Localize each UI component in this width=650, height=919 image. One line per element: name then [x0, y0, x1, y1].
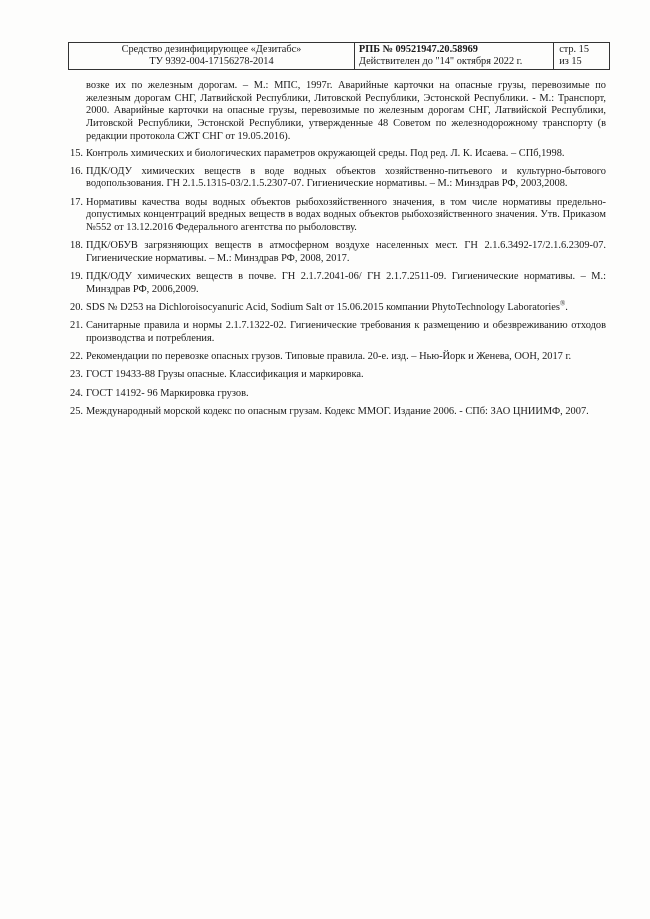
reference-text: ПДК/ОБУВ загрязняющих веществ в атмосферном воздухе населенных мест. ГН 2.1.6.3492-17/2.1.6.2309-07. Гигиенические нормативы. – М.: Минздрав РФ, 2008, 2017. [86, 240, 606, 264]
header-product-name: Средство дезинфицирующее «Дезитабс» [121, 43, 302, 55]
reference-number: 18. [70, 240, 83, 252]
reference-item [70, 271, 606, 296]
registered-mark: ® [559, 299, 566, 308]
reference-item [70, 369, 606, 382]
reference-item [70, 351, 606, 364]
reference-item [70, 196, 606, 235]
header-product-spec: ТУ 9392-004-17156278-2014 [149, 56, 274, 67]
reference-item [70, 387, 606, 401]
reference-item [70, 320, 606, 345]
reference-number: 23. [70, 369, 83, 381]
reference-number: 16. [70, 165, 83, 177]
reference-item [70, 147, 606, 161]
reference-item [70, 240, 606, 265]
reference-tail: . [565, 302, 568, 314]
reference-list [70, 147, 606, 419]
header-rpb-number: РПБ № 09521947.20.58969 [358, 43, 478, 55]
reference-number: 15. [70, 147, 83, 159]
document-body [70, 80, 606, 424]
reference-number: 25. [70, 405, 83, 417]
reference-text: Контроль химических и биологических параметров окружающей среды. Под ред. Л. К. Исаева. – СПб,1998. [86, 147, 565, 159]
header-page-total: из 15 [559, 56, 582, 67]
reference-text: SDS № D253 на Dichloroisocyanuric Acid, Sodium Salt от 15.06.2015 компании PhytoTechnology Laboratories [86, 302, 560, 314]
page-header-table [68, 42, 610, 70]
header-rpb-validity: Действителен до "14" октября 2022 г. [358, 56, 523, 67]
reference-item [70, 165, 606, 191]
header-page-number: стр. 15 [559, 43, 589, 55]
reference-number: 17. [70, 196, 83, 208]
reference-item [70, 299, 606, 315]
reference-text: ГОСТ 14192- 96 Маркировка грузов. [86, 387, 249, 399]
reference-text: Нормативы качества воды водных объектов рыбохозяйственного значения, в том числе нормативы предельно-допустимых концентраций вредных веществ в водах водных объектов рыбохозяйственного значения. Утв. Приказом №552 от 13.12.2016 Федерального агентства по рыболовству. [86, 196, 606, 234]
reference-text: ПДК/ОДУ химических веществ в воде водных объектов хозяйственно-питьевого и культурно-бытового водопользования. ГН 2.1.5.1315-03/2.1.5.2307-07. Гигиенические нормативы. – М.: Минздрав РФ, 2003,2008. [86, 165, 606, 190]
header-product-cell [69, 43, 355, 69]
reference-text: Международный морской кодекс по опасным грузам. Кодекс ММОГ. Издание 2006. - СПб: ЗАО ЦНИИМФ, 2007. [86, 405, 589, 417]
reference-number: 19. [70, 271, 83, 283]
reference-number: 21. [70, 320, 83, 332]
reference-text: Рекомендации по перевозке опасных грузов. Типовые правила. 20-е. изд. – Нью-Йорк и Женева, ООН, 2017 г. [86, 351, 572, 363]
continuation-paragraph: возке их по железным дорогам. – М.: МПС, 1997г. Аварийные карточки на опасные грузы, перевозимые по железным дорогам СНГ, Латвийской Республики, Литовской Республики, Эстонской Республики. - М.: Транспорт, 2000. Аварийные карточки на опасные грузы, перевозимые по железным дорогам СНГ, Латвийской Республики, Литовской Республики, Эстонской Республики, утвержденные 48 Советом по железнодорожному транспорту (в редакции протокола СЖТ СНГ от 19.05.2016). [86, 80, 606, 142]
reference-number: 24. [70, 387, 83, 399]
reference-item [70, 405, 606, 419]
reference-number: 22. [70, 351, 83, 363]
reference-text: Санитарные правила и нормы 2.1.7.1322-02. Гигиенические требования к размещению и обезвреживанию отходов производства и потребления. [86, 320, 606, 344]
header-page-cell [554, 43, 609, 69]
reference-text: ГОСТ 19433-88 Грузы опасные. Классификация и маркировка. [86, 369, 364, 381]
reference-text: ПДК/ОДУ химических веществ в почве. ГН 2.1.7.2041-06/ ГН 2.1.7.2511-09. Гигиенические нормативы. – М.: Минздрав РФ, 2006,2009. [86, 271, 606, 295]
header-rpb-cell [355, 43, 554, 69]
reference-number: 20. [70, 302, 83, 314]
